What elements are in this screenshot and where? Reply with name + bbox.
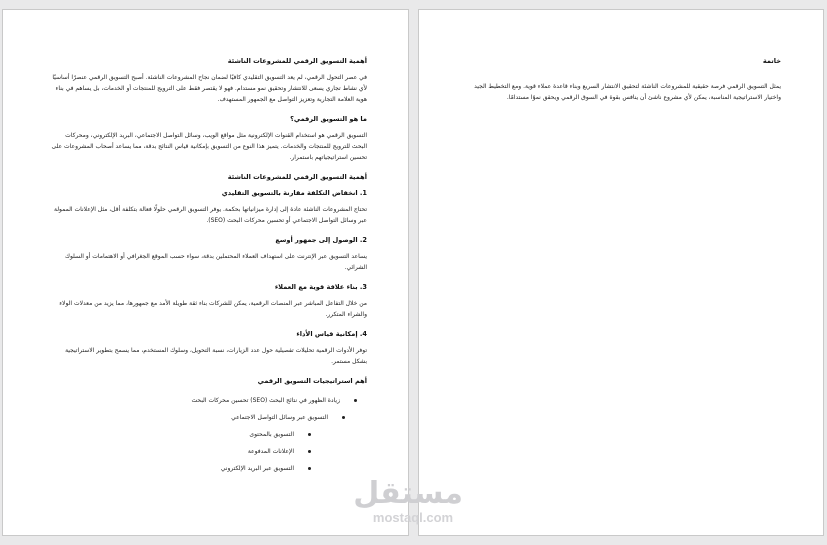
what-paragraph: التسويق الرقمي هو استخدام القنوات الإلكترونية مثل مواقع الويب، وسائل التواصل الاجتماعي، البريد الإلكتروني، ومحركات البحث للترويج للمنتجات والخدمات. يتميز هذا النوع من التسويق بإمكانية قياس النتائج بدقة، مما يساعد أصحاب المشروعات على تحسين استراتيجياتهم باستمرار. [51, 132, 367, 161]
list-item: التسويق بالمحتوى [49, 426, 367, 443]
document-page-right [418, 9, 824, 536]
watermark-latin: mostaql.com [372, 510, 454, 525]
importance-heading: أهمية التسويق الرقمي للمشروعات الناشئة [227, 173, 367, 181]
page-title: أهمية التسويق الرقمي للمشروعات الناشئة [227, 57, 367, 65]
bullet-icon [308, 433, 311, 436]
conclusion-paragraph: يمثل التسويق الرقمي فرصة حقيقية للمشروعات الناشئة لتحقيق الانتشار السريع وبناء قاعدة عملاء قوية. ومع التخطيط الجيد واختيار الاستراتيجية المناسبة، يمكن لأي مشروع ناشئ أن ينافس بقوة في السوق الرقمي ويحقق نموًا مستدامًا. [474, 83, 781, 101]
point-heading-relationship: 3. بناء علاقة قوية مع العملاء [274, 283, 367, 291]
document-page-left [2, 9, 409, 536]
point-text-measurement: توفر الأدوات الرقمية تحليلات تفصيلية حول عدد الزيارات، نسبة التحويل، وسلوك المستخدم، مما يسمح بتطوير الاستراتيجية بشكل مستمر. [65, 347, 367, 365]
page-content [49, 56, 367, 477]
point-heading-audience: 2. الوصول إلى جمهور أوسع [275, 236, 367, 244]
point-heading-cost: 1. انخفاض التكلفة مقارنة بالتسويق التقليدي [221, 189, 367, 197]
bullet-icon [308, 467, 311, 470]
list-item: التسويق عبر البريد الإلكتروني [49, 460, 367, 477]
conclusion-title: خاتمة [762, 57, 781, 65]
bullet-icon [342, 416, 345, 419]
point-text-audience: يساعد التسويق عبر الإنترنت على استهداف العملاء المحتملين بدقة، سواء حسب الموقع الجغرافي أو الاهتمامات أو السلوك الشرائي. [65, 253, 367, 271]
point-text-cost: تحتاج المشروعات الناشئة عادة إلى إدارة ميزانياتها بحكمة. يوفر التسويق الرقمي حلولًا فعالة بتكلفة أقل، مثل الإعلانات الممولة عبر وسائل التواصل الاجتماعي أو تحسين محركات البحث (SEO). [53, 206, 367, 224]
bullet-icon [354, 399, 357, 402]
what-heading: ما هو التسويق الرقمي؟ [290, 115, 367, 123]
list-item: التسويق عبر وسائل التواصل الاجتماعي [49, 409, 367, 426]
point-heading-measurement: 4. إمكانية قياس الأداء [296, 330, 367, 338]
list-item: الإعلانات المدفوعة [49, 443, 367, 460]
intro-paragraph: في عصر التحول الرقمي، لم يعد التسويق التقليدي كافيًا لضمان نجاح المشروعات الناشئة. أصبح التسويق الرقمي عنصرًا أساسيًا لأي نشاط تجاري يسعى للانتشار وتحقيق نمو مستدام. فهو لا يقتصر فقط على الترويج للمنتجات أو الخدمات، بل يساهم في بناء هوية العلامة التجارية وتعزيز التواصل مع الجمهور المستهدف. [52, 74, 367, 103]
list-item: زيادة الظهور في نتائج البحث (SEO) تحسين محركات البحث [49, 392, 367, 409]
page-content [463, 56, 781, 103]
point-text-relationship: من خلال التفاعل المباشر عبر المنصات الرقمية، يمكن للشركات بناء ثقة طويلة الأمد مع جمهورها، مما يزيد من معدلات الولاء والشراء المتكرر. [59, 300, 367, 318]
strategies-heading: أهم استراتيجيات التسويق الرقمي [257, 377, 367, 385]
mostaql-watermark [353, 476, 463, 537]
bullet-icon [308, 450, 311, 453]
watermark-arabic: مستقل [353, 476, 463, 511]
strategies-list [49, 392, 367, 477]
